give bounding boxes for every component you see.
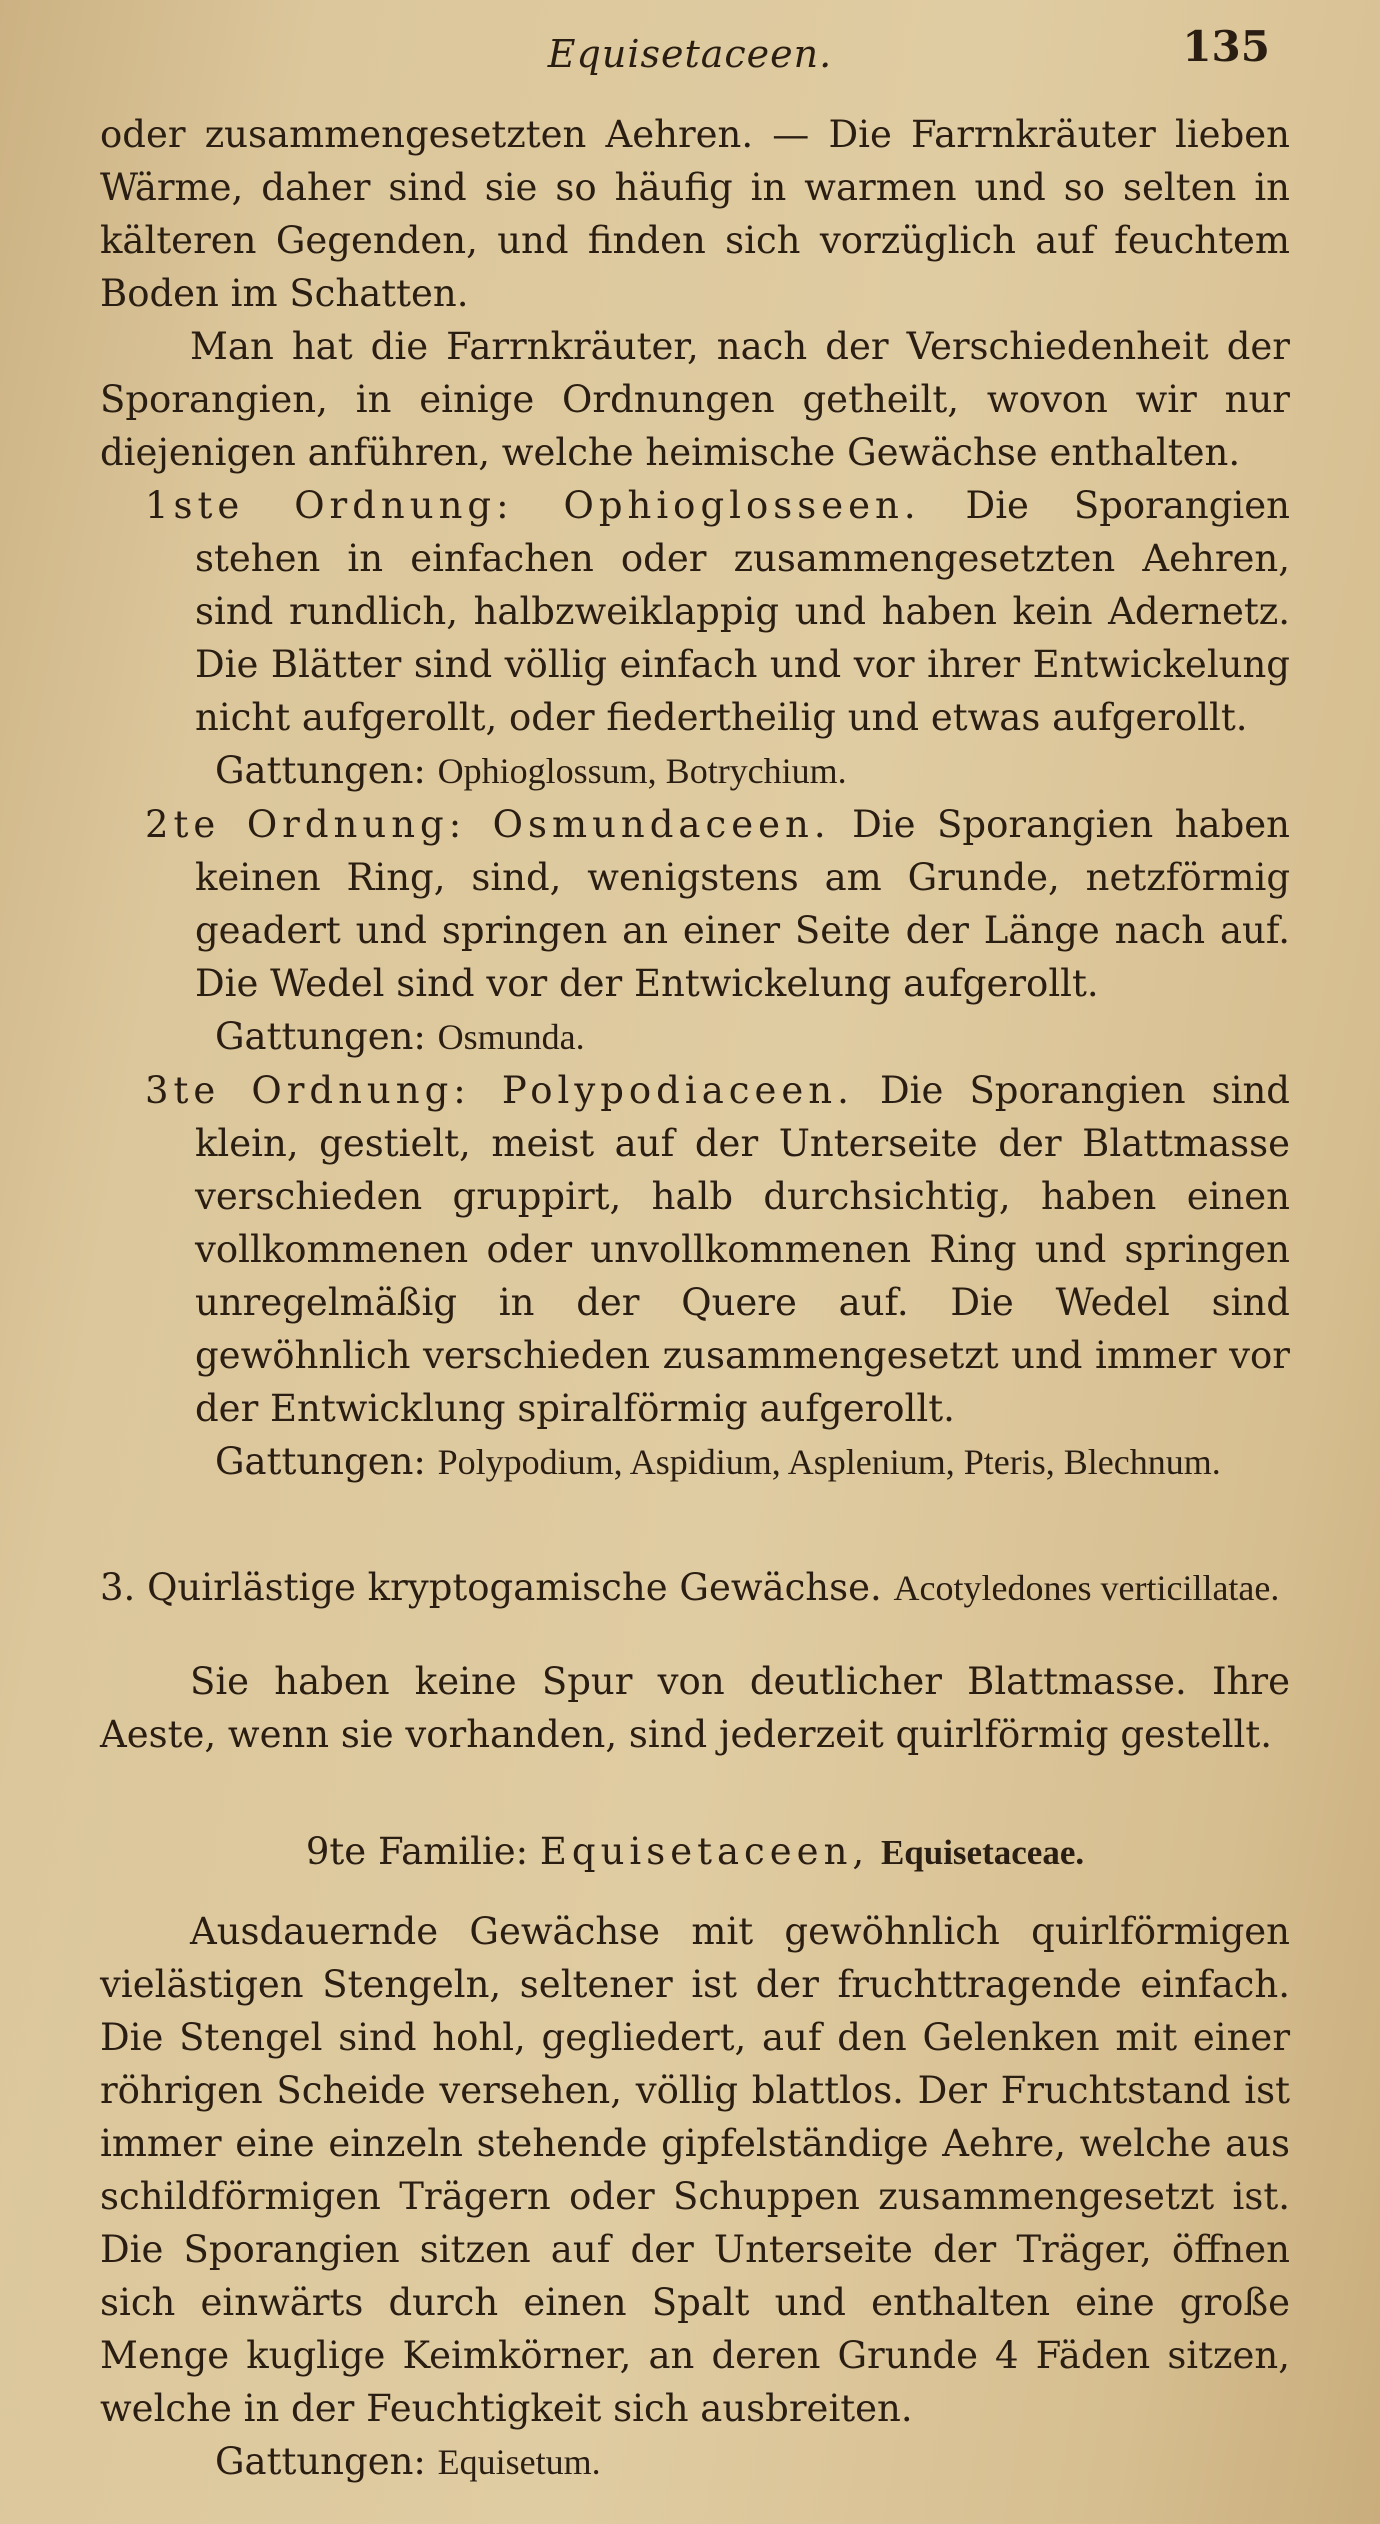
order-3-text: Die Sporangien sind klein, gestielt, meist auf der Unterseite der Blattmasse verschieden gruppirt, halb durchsichtig, haben einen vollkommenen oder unvollkommenen Ring und springen unregelmäßig in der Quere auf. Die Wedel sind gewöhnlich verschieden zusammengesetzt und immer vor der Entwicklung spiralförmig aufgerollt. xyxy=(195,1069,1290,1430)
genera-list: Equisetum. xyxy=(437,2442,601,2482)
order-2 xyxy=(145,798,1290,1010)
order-1-label: 1ste Ordnung: Ophioglosseen. xyxy=(145,484,921,527)
genera-label: Gattungen: xyxy=(215,2440,426,2483)
section-latin: Acotyledones verticillatae. xyxy=(893,1568,1280,1608)
family-genera xyxy=(215,2435,1290,2489)
section-title: Quirlästige kryptogamische Gewächse. xyxy=(147,1566,882,1609)
genera-label: Gattungen: xyxy=(215,749,426,792)
section-number: 3. xyxy=(100,1566,136,1609)
paragraph-family-description: Ausdauernde Gewächse mit gewöhnlich quirlförmigen vielästigen Stengeln, seltener ist der fruchttragende einfach. Die Stengel sind hohl, gegliedert, auf den Gelenken mit einer röhrigen Scheide versehen, völlig blattlos. Der Fruchtstand ist immer eine einzeln stehende gipfelständige Aehre, welche aus schildförmigen Trägern oder Schuppen zusammengesetzt ist. Die Sporangien sitzen auf der Unterseite der Träger, öffnen sich einwärts durch einen Spalt und enthalten eine große Menge kuglige Keimkörner, an deren Grunde 4 Fäden sitzen, welche in der Feuchtigkeit sich ausbreiten. xyxy=(100,1910,1290,2430)
order-3 xyxy=(145,1064,1290,1435)
running-head: Equisetaceen. xyxy=(547,32,833,76)
paragraph-section-description: Sie haben keine Spur von deutlicher Blattmasse. Ihre Aeste, wenn sie vorhanden, sind jederzeit quirlförmig gestellt. xyxy=(100,1660,1290,1756)
page-number: 135 xyxy=(1182,22,1270,71)
genera-label: Gattungen: xyxy=(215,1440,426,1483)
page-header xyxy=(110,22,1270,82)
paragraph-orders-intro: Man hat die Farrnkräuter, nach der Verschiedenheit der Sporangien, in einige Ordnungen getheilt, wovon wir nur diejenigen anführen, welche heimische Gewächse enthalten. xyxy=(100,325,1290,474)
order-3-label: 3te Ordnung: Polypodiaceen. xyxy=(145,1069,854,1112)
paragraph-ferns-habitat: oder zusammengesetzten Aehren. — Die Farrnkräuter lieben Wärme, daher sind sie so häufig in warmen und so selten in kälteren Gegenden, und finden sich vorzüglich auf feuchtem Boden im Schatten. xyxy=(100,113,1290,315)
family-label: 9te Familie: xyxy=(305,1830,529,1873)
order-3-genera xyxy=(100,1435,1290,1489)
order-1-text: Die Sporangien stehen in einfachen oder zusammengesetzten Aehren, sind rundlich, halbzweiklappig und haben kein Adernetz. Die Blätter sind völlig einfach und vor ihrer Entwickelung nicht aufgerollt, oder fiedertheilig und etwas aufgerollt. xyxy=(195,484,1290,739)
genera-list: Ophioglossum, Botrychium. xyxy=(437,751,847,791)
section-heading xyxy=(100,1561,1290,1615)
family-heading xyxy=(100,1825,1290,1879)
family-name: Equisetaceen, xyxy=(539,1830,870,1873)
order-1 xyxy=(145,479,1290,744)
order-2-label: 2te Ordnung: Osmundaceen. xyxy=(145,803,831,846)
family-latin: Equisetaceae. xyxy=(880,1833,1085,1872)
genera-list: Polypodium, Aspidium, Asplenium, Pteris, Blechnum. xyxy=(437,1442,1221,1482)
body-text xyxy=(100,108,1290,2489)
genera-label: Gattungen: xyxy=(215,1015,426,1058)
order-2-text: Die Sporangien haben keinen Ring, sind, wenigstens am Grunde, netzförmig geadert und springen an einer Seite der Länge nach auf. Die Wedel sind vor der Entwickelung aufgerollt. xyxy=(195,803,1290,1005)
order-2-genera xyxy=(215,1010,1290,1064)
order-1-genera xyxy=(215,744,1290,798)
genera-list: Osmunda. xyxy=(437,1017,585,1057)
